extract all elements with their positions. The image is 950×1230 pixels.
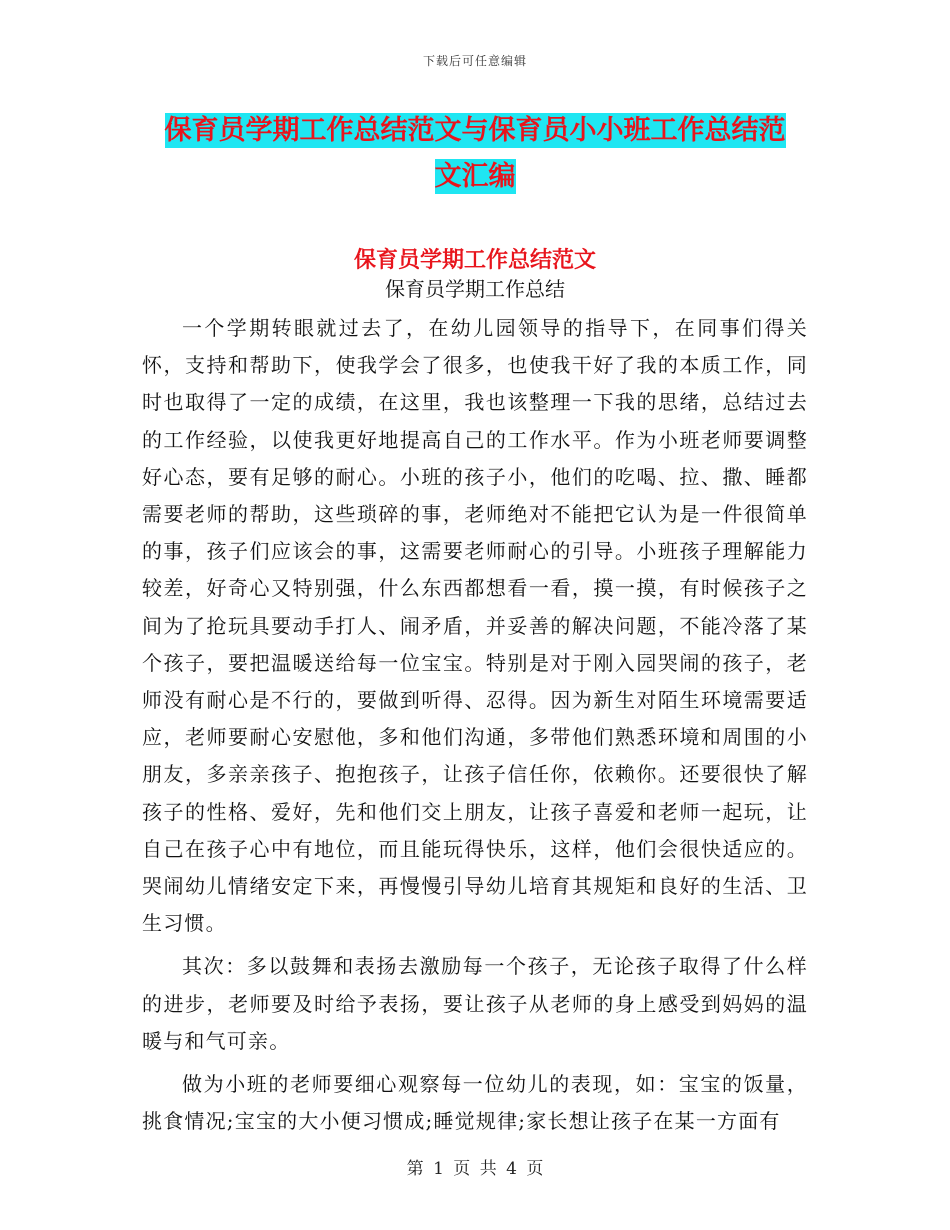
document-title (0, 108, 950, 200)
paragraph: 一个学期转眼就过去了，在幼儿园领导的指导下，在同事们得关怀，支持和帮助下，使我学会了很多，也使我干好了我的本质工作，同时也取得了一定的成绩，在这里，我也该整理一下我的思绪，总结过去的工作经验，以使我更好地提高自己的工作水平。作为小班老师要调整好心态，要有足够的耐心。小班的孩子小，他们的吃喝、拉、撒、睡都需要老师的帮助，这些琐碎的事，老师绝对不能把它认为是一件很简单的事，孩子们应该会的事，这需要老师耐心的引导。小班孩子理解能力较差，好奇心又特别强，什么东西都想看一看，摸一摸，有时候孩子之间为了抢玩具要动手打人、闹矛盾，并妥善的解决问题，不能冷落了某个孩子，要把温暖送给每一位宝宝。特别是对于刚入园哭闹的孩子，老师没有耐心是不行的，要做到听得、忍得。因为新生对陌生环境需要适应，老师要耐心安慰他，多和他们沟通，多带他们熟悉环境和周围的小朋友，多亲亲孩子、抱抱孩子，让孩子信任你，依赖你。还要很快了解孩子的性格、爱好，先和他们交上朋友，让孩子喜爱和老师一起玩，让自己在孩子心中有地位，而且能玩得快乐，这样，他们会很快适应的。哭闹幼儿情绪安定下来，再慢慢引导幼儿培育其规矩和良好的生活、卫生习惯。 (142, 316, 808, 936)
body-text (142, 310, 808, 1140)
title-line-1: 保育员学期工作总结范文与保育员小小班工作总结范 (164, 115, 786, 146)
paragraph: 其次：多以鼓舞和表扬去激励每一个孩子，无论孩子取得了什么样的进步，老师要及时给予表扬，要让孩子从老师的身上感受到妈妈的温暖与和气可亲。 (142, 954, 808, 1053)
section-title: 保育员学期工作总结范文 (353, 248, 596, 273)
section-subtitle: 保育员学期工作总结 (385, 277, 565, 301)
page-header-note: 下载后可任意编辑 (422, 54, 527, 68)
title-line-2: 文汇编 (434, 161, 516, 192)
page-number: 第 1 页 共 4 页 (406, 1159, 544, 1179)
paragraph: 做为小班的老师要细心观察每一位幼儿的表现，如：宝宝的饭量，挑食情况;宝宝的大小便习惯成;睡觉规律;家长想让孩子在某一方面有 (142, 1072, 808, 1134)
